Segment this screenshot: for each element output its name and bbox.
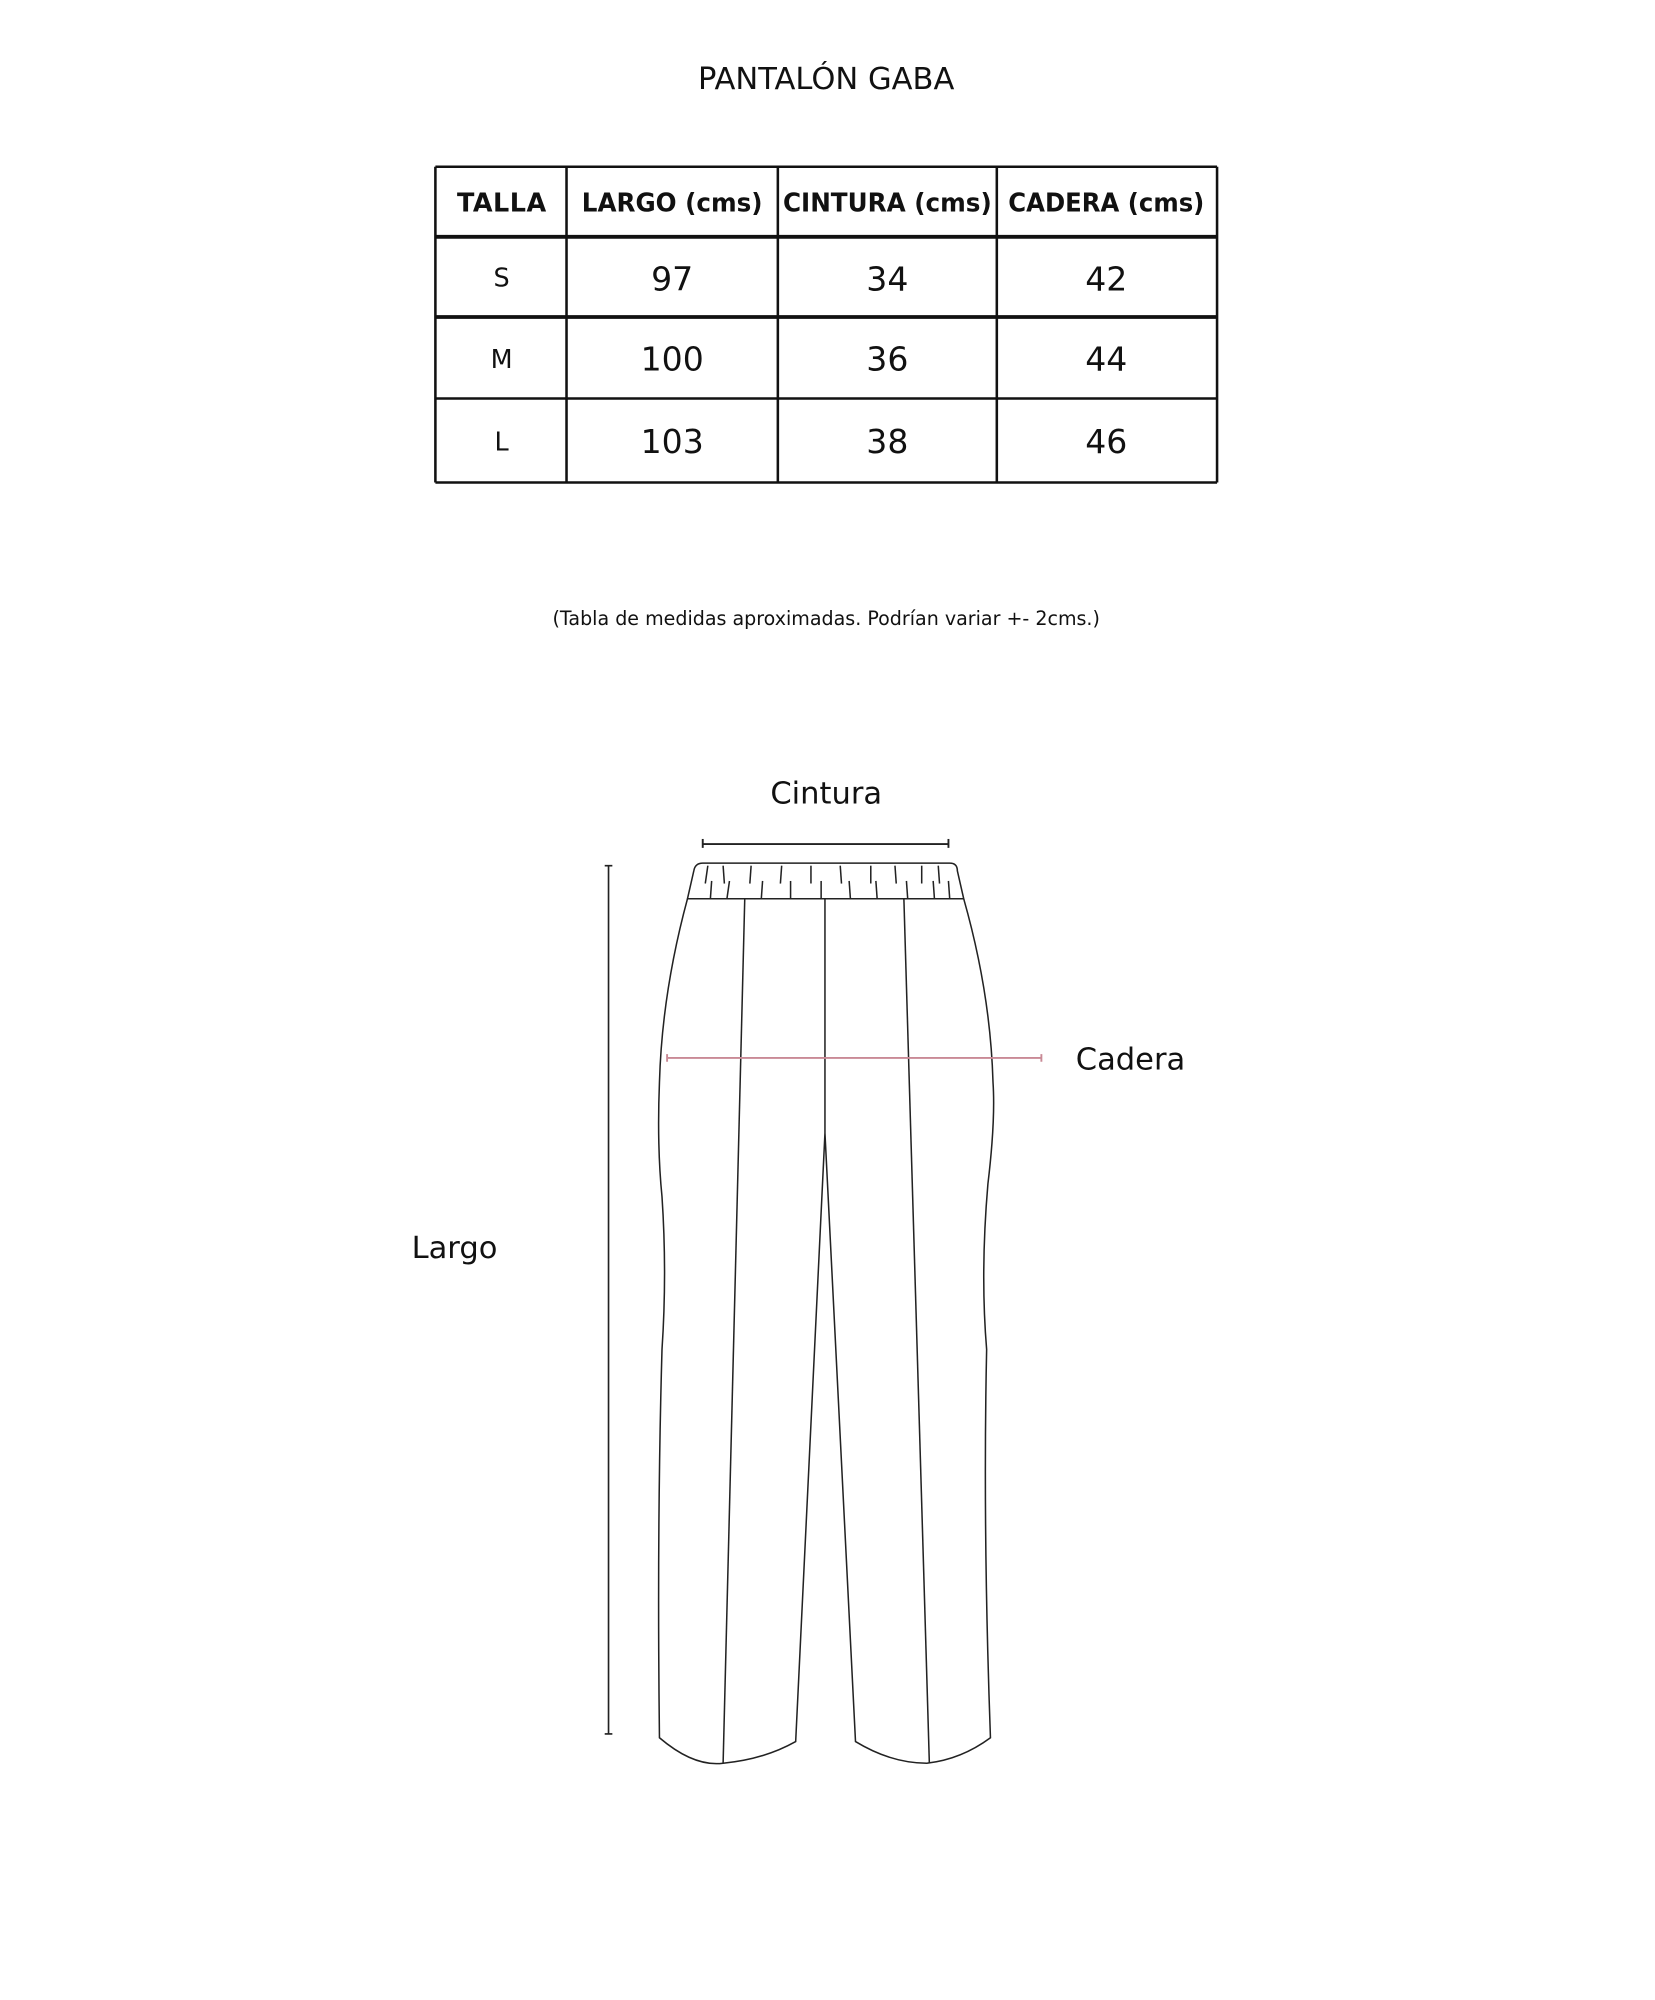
cell-largo: 100	[640, 339, 704, 379]
pants-diagram	[412, 776, 1186, 1763]
table-row	[491, 339, 1128, 378]
cadera-label: Cadera	[1075, 1042, 1186, 1078]
waistband-elastic-ticks	[705, 866, 949, 899]
measurement-note: (Tabla de medidas aproximadas. Podrían variar +- 2cms.)	[552, 607, 1100, 631]
cell-size: M	[490, 344, 513, 375]
cintura-measure-line	[703, 839, 949, 848]
largo-label: Largo	[411, 1230, 498, 1266]
cell-largo: 97	[651, 259, 694, 299]
cell-size: L	[494, 427, 509, 458]
header-largo: LARGO (cms)	[581, 188, 763, 219]
table-row	[494, 422, 1127, 461]
cell-largo: 103	[640, 422, 704, 462]
header-talla: TALLA	[457, 188, 547, 219]
header-cadera: CADERA (cms)	[1008, 188, 1205, 219]
cell-cintura: 38	[866, 422, 909, 462]
pants-outline	[659, 863, 994, 1764]
cell-cadera: 44	[1085, 339, 1128, 379]
header-cintura: CINTURA (cms)	[782, 188, 992, 219]
cell-cintura: 34	[866, 259, 909, 299]
table-row	[494, 259, 1128, 298]
cell-cintura: 36	[866, 339, 909, 379]
page-title: PANTALÓN GABA	[698, 62, 955, 98]
cintura-label: Cintura	[770, 776, 883, 812]
cell-cadera: 46	[1085, 422, 1128, 462]
size-table	[435, 167, 1217, 483]
cadera-measure-line	[667, 1054, 1041, 1062]
cell-size: S	[493, 263, 510, 294]
largo-measure-line	[605, 866, 613, 1734]
cell-cadera: 42	[1085, 259, 1128, 299]
table-header-row	[457, 188, 1204, 218]
